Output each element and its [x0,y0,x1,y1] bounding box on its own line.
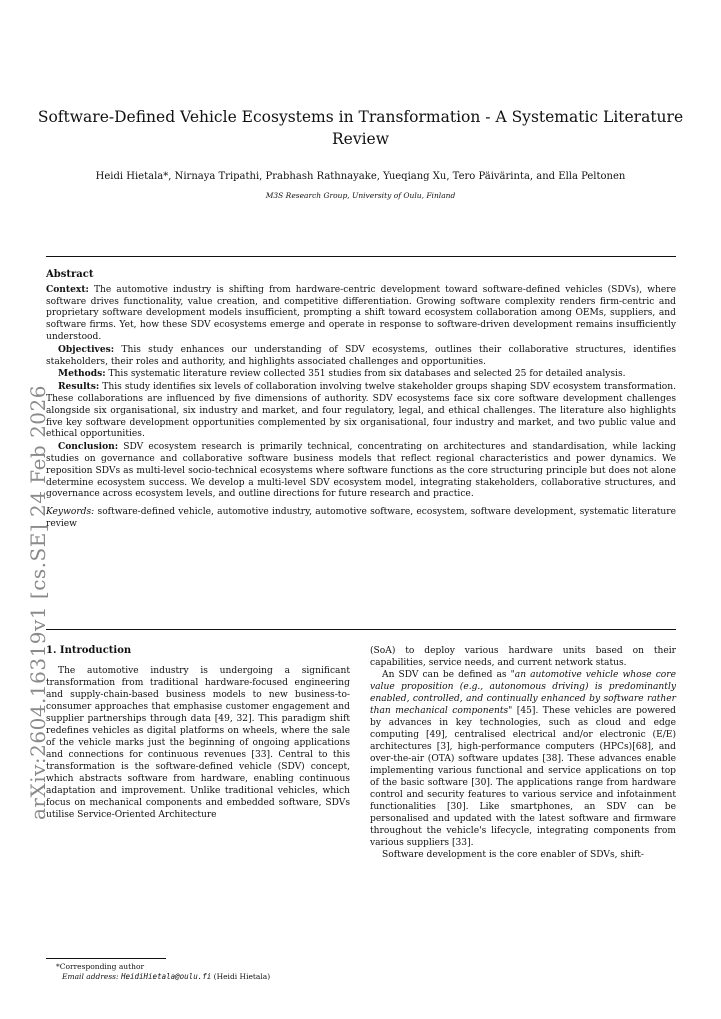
context-label: Context: [46,283,89,295]
author-list: Heidi Hietala*, Nirnaya Tripathi, Prabhash Rathnayake, Yueqiang Xu, Tero Päivärinta, and Ella Peltonen [95,171,626,182]
methods-label: Methods: [58,368,106,380]
paper-title: Software-Defined Vehicle Ecosystems in Transformation - A Systematic Literature Review [37,108,684,148]
objectives-label: Objectives: [58,343,115,355]
abstract-results [46,381,676,441]
left-column [46,645,350,821]
section-heading-introduction: 1. Introduction [46,645,132,656]
conclusion-label: Conclusion: [58,441,119,453]
keywords-text: software-defined vehicle, automotive industry, automotive software, ecosystem, software development, systematic literature review [46,507,676,529]
abstract-methods [46,368,676,381]
footnote-rule [46,958,166,959]
intro-paragraph-1: The automotive industry is undergoing a significant transformation from traditional hardware-focused engineering and supply-chain-based business models to new business-to-consumer approaches that emphasise customer engagement and supplier partnerships through data [49, 32]. This paradigm shift redefines vehicles as digital platforms on wheels, where the sale of the vehicle marks just the beginning of ongoing applications and connections for continuous revenues [33]. Central to this transformation is the software-defined vehicle (SDV) concept, which abstracts software from hardware, enabling continuous adaptation and improvement. Unlike traditional vehicles, which focus on mechanical components and embedded software, SDVs utilise Service-Oriented Architecture [46,666,350,820]
abstract-block [46,269,676,531]
sdv-definition-quote: "an automotive vehicle whose core value proposition (e.g., autonomous driving) is predominantly enabled, controlled, and continually enhanced by software rather than mechanical components" [370,670,676,716]
email-address[interactable]: HeidiHietala@oulu.fi [120,972,212,981]
abstract-objectives [46,344,676,369]
sdv-definition-rest: [45]. These vehicles are powered by advances in key technologies, such as cloud and edge computing [49], centralised electrical and/or electronic (E/E) architectures [3], high-performance computers (HPCs)[68], and over-the-air (OTA) software updates [38]. These advances enable implementing various functional and service applications on top of the basic software [30]. The applications range from hardware control and security features to various service and infotainment functionalities [30]. Like smartphones, an SDV can be personalised and updated with the latest software and firmware throughout the vehicle's lifecycle, integrating components from various suppliers [33]. [370,706,676,848]
intro-paragraph-2 [370,669,676,849]
results-text: This study identifies six levels of collaboration involving twelve stakeholder groups shaping SDV ecosystem transformation. These collaborations are influenced by five dimensions of authority. SDV ecosystems face six core software development challenges alongside six organisational, six industry and market, and four regulatory, legal, and ethical challenges. The literature also highlights five key software development opportunities complemented by six organisational, four industry and market, and two public value and ethical opportunities. [46,382,676,440]
methods-text: This systematic literature review collected 351 studies from six databases and selected 25 for detailed analysis. [108,369,626,380]
footnote [46,962,350,982]
email-line [46,972,350,982]
arxiv-stamp: arXiv:2604.16319v1 [cs.SE] 24 Feb 2026 [26,385,50,820]
affiliation: M3S Research Group, University of Oulu, Finland [265,191,456,200]
results-label: Results: [58,381,100,393]
right-column [370,645,676,861]
keywords [46,507,676,531]
intro-paragraph-continued: (SoA) to deploy various hardware units based on their capabilities, service needs, and current network status. [370,646,676,668]
abstract-heading: Abstract [46,269,94,280]
objectives-text: This study enhances our understanding of SDV ecosystems, outlines their collaborative structures, identifies stakeholders, their roles and authority, and highlights associated challenges and opportunities. [46,344,676,367]
abstract-conclusion [46,441,676,501]
email-suffix: (Heidi Hietala) [213,972,271,981]
abstract-top-rule [46,256,676,257]
corresponding-author-note: *Corresponding author [56,962,145,971]
sdv-definition-lead: An SDV can be defined as [382,670,511,680]
keywords-label: Keywords: [46,507,95,518]
email-label: Email address: [62,972,119,981]
abstract-bottom-rule [46,629,676,630]
context-text: The automotive industry is shifting from hardware-centric development toward software-defined vehicles (SDVs), where software drives functionality, value creation, and competitive differentiation. Growing software complexity renders firm-centric and proprietary software development models insufficient, prompting a shift toward ecosystem collaboration among OEMs, suppliers, and software firms. Yet, how these SDV ecosystems emerge and operate in response to software-driven development remains insufficiently understood. [46,284,676,342]
abstract-context [46,284,676,344]
intro-paragraph-3: Software development is the core enabler of SDVs, shift- [382,850,644,860]
conclusion-text: SDV ecosystem research is primarily technical, concentrating on architectures and standardisation, while lacking studies on governance and collaborative software business models that reflect regional characteristics and power dynamics. We reposition SDVs as multi-level socio-technical ecosystems where software functions as the core structuring principle but does not alone determine ecosystem success. We develop a multi-level SDV ecosystem model, integrating stakeholders, collaborative structures, and governance across ecosystem levels, and outline directions for future research and practice. [46,442,676,500]
